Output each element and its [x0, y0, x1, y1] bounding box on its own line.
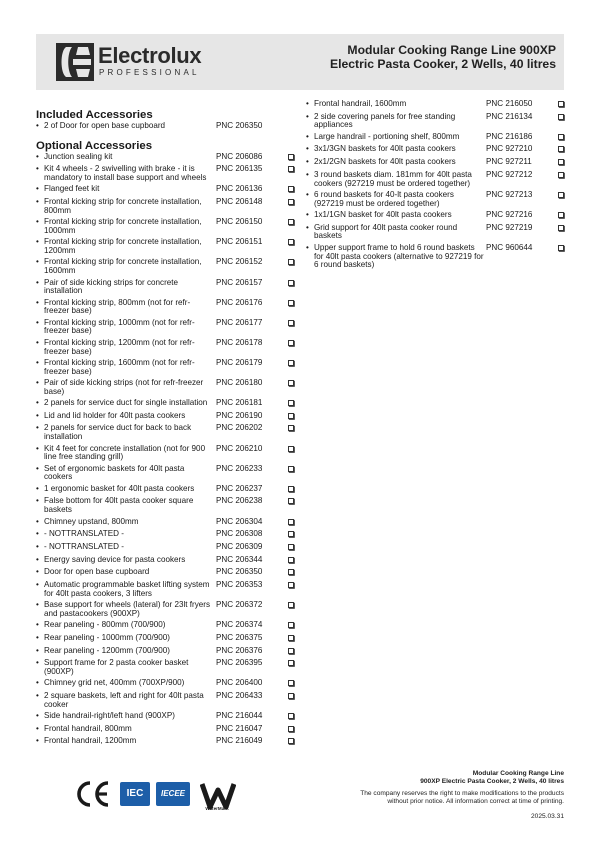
bullet-icon: •	[36, 164, 39, 174]
accessory-description: Junction sealing kit	[44, 151, 113, 161]
accessory-description: Frontal handrail, 1600mm	[314, 99, 407, 108]
accessory-pnc: PNC 206237	[216, 483, 263, 493]
accessory-item	[36, 659, 298, 676]
accessory-item	[36, 634, 298, 644]
accessory-item	[36, 359, 298, 376]
accessory-description: - NOTTRANSLATED -	[44, 529, 124, 539]
accessory-description: Large handrail - portioning shelf, 800mm	[314, 131, 460, 141]
accessory-pnc: PNC 206180	[216, 378, 263, 387]
bullet-icon: •	[36, 632, 39, 642]
accessory-description: Pair of side kicking strips for concrete installation	[44, 277, 179, 296]
bullet-icon: •	[36, 398, 39, 408]
bullet-icon: •	[306, 157, 309, 167]
accessory-item	[36, 556, 298, 566]
accessory-pnc: PNC 206136	[216, 184, 263, 194]
accessory-pnc: PNC 960644	[486, 242, 533, 252]
accessory-description: Frontal handrail, 800mm	[44, 723, 132, 733]
bullet-icon: •	[36, 443, 39, 453]
accessory-pnc: PNC 927211	[486, 157, 532, 167]
bullet-icon: •	[36, 554, 39, 564]
order-checkbox[interactable]	[288, 713, 294, 719]
accessory-pnc: PNC 206152	[216, 257, 263, 267]
footer-product-line: Modular Cooking Range Line	[472, 770, 564, 777]
accessory-item	[36, 122, 298, 132]
order-checkbox[interactable]	[288, 486, 294, 492]
order-checkbox[interactable]	[288, 531, 294, 537]
bullet-icon: •	[36, 678, 39, 688]
accessory-item	[306, 244, 568, 270]
order-checkbox[interactable]	[288, 280, 294, 286]
accessory-description: Frontal kicking strip, 1200mm (not for refr-freezer base)	[44, 337, 195, 356]
bullet-icon: •	[36, 723, 39, 733]
left-column	[36, 108, 298, 750]
footer-disclaimer	[264, 790, 564, 806]
accessory-description: Base support for wheels (lateral) for 23lt fryers and pastacookers (900XP)	[44, 600, 210, 618]
bullet-icon: •	[36, 496, 39, 506]
accessory-item	[306, 133, 568, 143]
bullet-icon: •	[36, 121, 39, 130]
accessory-description: 2 panels for service duct for back to back installation	[44, 423, 192, 442]
accessory-item	[36, 465, 298, 482]
accessory-item	[36, 185, 298, 195]
accessory-item	[36, 218, 298, 235]
accessory-description: Rear paneling - 1200mm (700/900)	[44, 645, 170, 655]
bullet-icon: •	[36, 337, 39, 347]
order-checkbox[interactable]	[288, 300, 294, 306]
accessory-item	[36, 412, 298, 422]
accessory-item	[36, 319, 298, 336]
order-checkbox[interactable]	[288, 166, 294, 172]
accessory-description: - NOTTRANSLATED -	[44, 541, 124, 551]
order-checkbox[interactable]	[558, 146, 564, 152]
bullet-icon: •	[36, 658, 39, 668]
electrolux-logo-icon	[56, 43, 94, 81]
accessory-item	[36, 424, 298, 441]
order-checkbox[interactable]	[288, 199, 294, 205]
accessory-pnc: PNC 206086	[216, 151, 263, 161]
order-checkbox[interactable]	[288, 219, 294, 225]
bullet-icon: •	[306, 210, 309, 220]
order-checkbox[interactable]	[558, 225, 564, 231]
accessory-item	[306, 171, 568, 188]
order-checkbox[interactable]	[288, 320, 294, 326]
accessory-pnc: PNC 206148	[216, 197, 263, 207]
accessory-pnc: PNC 206395	[216, 658, 263, 668]
bullet-icon: •	[36, 297, 39, 307]
accessory-description: Side handrail-right/left hand (900XP)	[44, 711, 175, 721]
bullet-icon: •	[36, 197, 39, 207]
order-checkbox[interactable]	[288, 154, 294, 160]
accessory-item	[36, 198, 298, 215]
bullet-icon: •	[36, 277, 39, 287]
accessory-pnc: PNC 927213	[486, 189, 533, 199]
bullet-icon: •	[36, 600, 39, 610]
brand-subtitle: PROFESSIONAL	[99, 68, 200, 77]
footer-product-line: 900XP Electric Pasta Cooker, 2 Wells, 40 litres	[420, 778, 564, 785]
accessory-pnc: PNC 206344	[216, 554, 263, 564]
included-accessories-list	[36, 122, 298, 132]
order-checkbox[interactable]	[288, 602, 294, 608]
bullet-icon: •	[36, 516, 39, 526]
accessory-item	[36, 692, 298, 709]
accessory-item	[306, 145, 568, 155]
accessory-pnc: PNC 206375	[216, 632, 263, 642]
accessory-item	[36, 299, 298, 316]
accessory-pnc: PNC 206177	[216, 317, 263, 327]
accessory-item	[306, 158, 568, 168]
accessory-pnc: PNC 206179	[216, 357, 263, 367]
accessory-description: Frontal kicking strip for concrete installation, 1200mm	[44, 237, 202, 256]
accessory-description: Kit 4 feet for concrete installation (not for 900 line free standing grill)	[44, 443, 206, 462]
accessory-description: 2 panels for service duct for single installation	[44, 398, 208, 408]
included-accessories-title: Included Accessories	[36, 109, 153, 121]
accessory-description: Flanged feet kit	[44, 184, 100, 194]
accessory-item	[306, 211, 568, 221]
accessory-item	[36, 238, 298, 255]
accessory-item	[36, 279, 298, 296]
order-checkbox[interactable]	[288, 569, 294, 575]
order-checkbox[interactable]	[288, 738, 294, 744]
accessory-pnc: PNC 206233	[216, 463, 263, 473]
bullet-icon: •	[306, 144, 309, 154]
order-checkbox[interactable]	[288, 498, 294, 504]
accessory-item	[36, 530, 298, 540]
watermark-label: WaterMark	[205, 806, 229, 811]
accessory-description: 1 ergonomic basket for 40lt pasta cookers	[44, 483, 195, 493]
accessory-item	[36, 399, 298, 409]
accessory-description: Frontal kicking strip, 1000mm (not for refr-freezer base)	[44, 317, 195, 336]
order-checkbox[interactable]	[288, 519, 294, 525]
bullet-icon: •	[36, 184, 39, 194]
footer-disclaimer-line: without prior notice. All information correct at time of printing.	[387, 798, 564, 805]
bullet-icon: •	[36, 579, 39, 589]
bullet-icon: •	[36, 378, 39, 387]
accessory-item	[36, 445, 298, 462]
accessory-pnc: PNC 206176	[216, 297, 263, 307]
accessory-description: Rear paneling - 800mm (700/900)	[44, 620, 166, 630]
accessory-item	[36, 601, 298, 618]
accessory-description: Rear paneling - 1000mm (700/900)	[44, 632, 170, 642]
accessory-pnc: PNC 206353	[216, 579, 263, 589]
brand-name: Electrolux	[98, 43, 202, 68]
bullet-icon: •	[36, 483, 39, 493]
order-checkbox[interactable]	[288, 340, 294, 346]
accessory-pnc: PNC 206150	[216, 217, 263, 227]
bullet-icon: •	[36, 691, 39, 700]
accessory-pnc: PNC 206374	[216, 620, 263, 630]
accessory-pnc: PNC 206157	[216, 277, 263, 287]
bullet-icon: •	[306, 131, 309, 141]
accessory-description: 2 side covering panels for free standing appliances	[314, 111, 456, 130]
accessory-description: False bottom for 40lt pasta cooker square baskets	[44, 496, 194, 515]
accessory-description: 2 square baskets, left and right for 40lt pasta cooker	[44, 691, 204, 709]
bullet-icon: •	[36, 645, 39, 655]
bullet-icon: •	[306, 189, 309, 199]
order-checkbox[interactable]	[288, 544, 294, 550]
accessory-pnc: PNC 206433	[216, 691, 263, 700]
order-checkbox[interactable]	[288, 425, 294, 431]
bullet-icon: •	[36, 620, 39, 630]
bullet-icon: •	[36, 357, 39, 367]
accessory-item	[36, 165, 298, 182]
accessory-item	[306, 100, 568, 110]
accessory-pnc: PNC 206178	[216, 337, 263, 347]
bullet-icon: •	[306, 111, 309, 121]
footer-date: 2025.03.31	[530, 813, 564, 820]
order-checkbox[interactable]	[288, 582, 294, 588]
accessory-description: 3x1/3GN baskets for 40lt pasta cookers	[314, 144, 456, 154]
accessory-pnc: PNC 216049	[216, 736, 263, 746]
bullet-icon: •	[36, 711, 39, 721]
accessory-pnc: PNC 206350	[216, 121, 263, 130]
order-checkbox[interactable]	[558, 192, 564, 198]
accessory-description: Frontal kicking strip for concrete installation, 1600mm	[44, 257, 202, 276]
accessory-pnc: PNC 927216	[486, 210, 533, 220]
accessory-item	[36, 712, 298, 722]
order-checkbox[interactable]	[558, 134, 564, 140]
order-checkbox[interactable]	[288, 680, 294, 686]
accessory-description: Upper support frame to hold 6 round baskets for 40lt pasta cookers (alternative to 927219 for 6 round baskets)	[314, 242, 484, 270]
bullet-icon: •	[306, 222, 309, 232]
order-checkbox[interactable]	[558, 245, 564, 251]
accessory-pnc: PNC 206202	[216, 423, 263, 433]
accessory-pnc: PNC 206151	[216, 237, 263, 247]
accessory-pnc: PNC 206309	[216, 541, 263, 551]
bullet-icon: •	[36, 410, 39, 420]
accessory-item	[36, 725, 298, 735]
bullet-icon: •	[36, 423, 39, 433]
order-checkbox[interactable]	[288, 400, 294, 406]
accessory-description: 3 round baskets diam. 181mm for 40lt pasta cookers (927219 must be ordered together)	[314, 169, 472, 188]
accessory-pnc: PNC 927219	[486, 222, 533, 232]
accessory-pnc: PNC 206372	[216, 600, 263, 610]
order-checkbox[interactable]	[288, 466, 294, 472]
accessory-item	[306, 224, 568, 241]
bullet-icon: •	[36, 257, 39, 267]
accessory-item	[36, 258, 298, 275]
accessory-description: Frontal kicking strip for concrete installation, 1000mm	[44, 217, 202, 235]
accessory-pnc: PNC 206376	[216, 645, 263, 655]
bullet-icon: •	[36, 529, 39, 539]
order-checkbox[interactable]	[288, 186, 294, 192]
order-checkbox[interactable]	[288, 726, 294, 732]
accessory-pnc: PNC 216186	[486, 131, 533, 141]
optional-accessories-list-right	[306, 100, 568, 270]
accessory-pnc: PNC 206350	[216, 567, 263, 577]
order-checkbox[interactable]	[558, 212, 564, 218]
certification-logos	[74, 778, 244, 814]
optional-accessories-list-left	[36, 153, 298, 748]
accessory-description: Support frame for 2 pasta cooker basket (900XP)	[44, 658, 189, 676]
order-checkbox[interactable]	[288, 648, 294, 654]
accessory-item	[36, 621, 298, 631]
accessory-pnc: PNC 206304	[216, 516, 263, 526]
page-title: Modular Cooking Range Line 900XP Electric Pasta Cooker, 2 Wells, 40 litres	[329, 43, 556, 71]
accessory-pnc: PNC 206210	[216, 443, 263, 453]
accessory-pnc: PNC 216134	[486, 111, 533, 121]
accessory-item	[36, 518, 298, 528]
accessory-pnc: PNC 216047	[216, 723, 263, 733]
accessory-description: Kit 4 wheels - 2 swivelling with brake - it is mandatory to install base support and wheels	[44, 164, 207, 183]
accessory-pnc: PNC 216044	[216, 711, 263, 721]
accessory-item	[36, 737, 298, 747]
accessory-item	[36, 485, 298, 495]
accessory-item	[306, 113, 568, 130]
accessory-description: Automatic programmable basket lifting system for 40lt pasta cookers, 3 lifters	[44, 579, 210, 598]
accessory-description: Grid support for 40lt pasta cooker round baskets	[314, 222, 458, 241]
bullet-icon: •	[36, 736, 39, 746]
accessory-pnc: PNC 206308	[216, 529, 263, 539]
order-checkbox[interactable]	[288, 446, 294, 452]
accessory-item	[36, 497, 298, 514]
bullet-icon: •	[36, 317, 39, 327]
iec-logo: IEC	[120, 782, 150, 806]
accessory-description: 2 of Door for open base cupboard	[44, 121, 166, 130]
accessory-description: Energy saving device for pasta cookers	[44, 554, 186, 564]
footer-disclaimer-line: The company reserves the right to make modifications to the products	[360, 790, 564, 797]
bullet-icon: •	[36, 541, 39, 551]
accessory-description: Frontal handrail, 1200mm	[44, 736, 137, 746]
accessory-pnc: PNC 206400	[216, 678, 263, 688]
bullet-icon: •	[306, 242, 309, 252]
page-header	[36, 34, 564, 90]
accessory-item	[36, 339, 298, 356]
accessory-pnc: PNC 206190	[216, 410, 263, 420]
bullet-icon: •	[36, 217, 39, 227]
footer-product-title	[264, 770, 564, 786]
ce-mark-icon	[74, 780, 112, 808]
accessory-pnc: PNC 206238	[216, 496, 263, 506]
optional-accessories-title: Optional Accessories	[36, 139, 153, 152]
accessory-description: Frontal kicking strip for concrete installation, 800mm	[44, 197, 202, 215]
accessory-pnc: PNC 927212	[486, 169, 533, 179]
accessory-description: 6 round baskets for 40-lt pasta cookers (927219 must be ordered together)	[314, 189, 454, 208]
order-checkbox[interactable]	[288, 259, 294, 265]
accessory-pnc: PNC 206181	[216, 398, 263, 408]
order-checkbox[interactable]	[288, 380, 294, 386]
order-checkbox[interactable]	[558, 172, 564, 178]
accessory-description: Chimney grid net, 400mm (700XP/900)	[44, 678, 185, 688]
accessory-item	[36, 153, 298, 163]
order-checkbox[interactable]	[288, 557, 294, 563]
accessory-pnc: PNC 216050	[486, 99, 533, 108]
order-checkbox[interactable]	[288, 635, 294, 641]
accessory-item	[36, 543, 298, 553]
bullet-icon: •	[306, 169, 309, 179]
order-checkbox[interactable]	[558, 114, 564, 120]
order-checkbox[interactable]	[288, 693, 294, 699]
order-checkbox[interactable]	[558, 101, 564, 107]
accessory-description: 2x1/2GN baskets for 40lt pasta cookers	[314, 157, 456, 167]
order-checkbox[interactable]	[288, 239, 294, 245]
order-checkbox[interactable]	[288, 360, 294, 366]
order-checkbox[interactable]	[288, 660, 294, 666]
accessory-description: Pair of side kicking strips (not for refr-freezer base)	[44, 378, 204, 396]
accessory-item	[36, 568, 298, 578]
accessory-description: Lid and lid holder for 40lt pasta cookers	[44, 410, 186, 420]
accessory-description: 1x1/1GN basket for 40lt pasta cookers	[314, 210, 452, 220]
accessory-description: Set of ergonomic baskets for 40lt pasta cookers	[44, 463, 185, 482]
electrolux-logo	[56, 43, 226, 83]
bullet-icon: •	[36, 463, 39, 473]
accessory-item	[36, 379, 298, 396]
bullet-icon: •	[36, 237, 39, 247]
accessory-item	[306, 191, 568, 208]
accessory-item	[36, 581, 298, 598]
bullet-icon: •	[36, 567, 39, 577]
accessory-description: Frontal kicking strip, 800mm (not for refr-freezer base)	[44, 297, 191, 316]
order-checkbox[interactable]	[558, 159, 564, 165]
accessory-description: Chimney upstand, 800mm	[44, 516, 139, 526]
order-checkbox[interactable]	[288, 622, 294, 628]
accessory-item	[36, 647, 298, 657]
bullet-icon: •	[36, 151, 39, 161]
accessory-pnc: PNC 206135	[216, 164, 263, 174]
bullet-icon: •	[306, 99, 309, 108]
accessory-pnc: PNC 927210	[486, 144, 533, 154]
accessory-description: Door for open base cupboard	[44, 567, 150, 577]
accessory-description: Frontal kicking strip, 1600mm (not for refr-freezer base)	[44, 357, 195, 376]
accessory-item	[36, 679, 298, 689]
order-checkbox[interactable]	[288, 413, 294, 419]
right-column	[306, 100, 568, 273]
iecee-logo: IECEE	[156, 782, 190, 806]
